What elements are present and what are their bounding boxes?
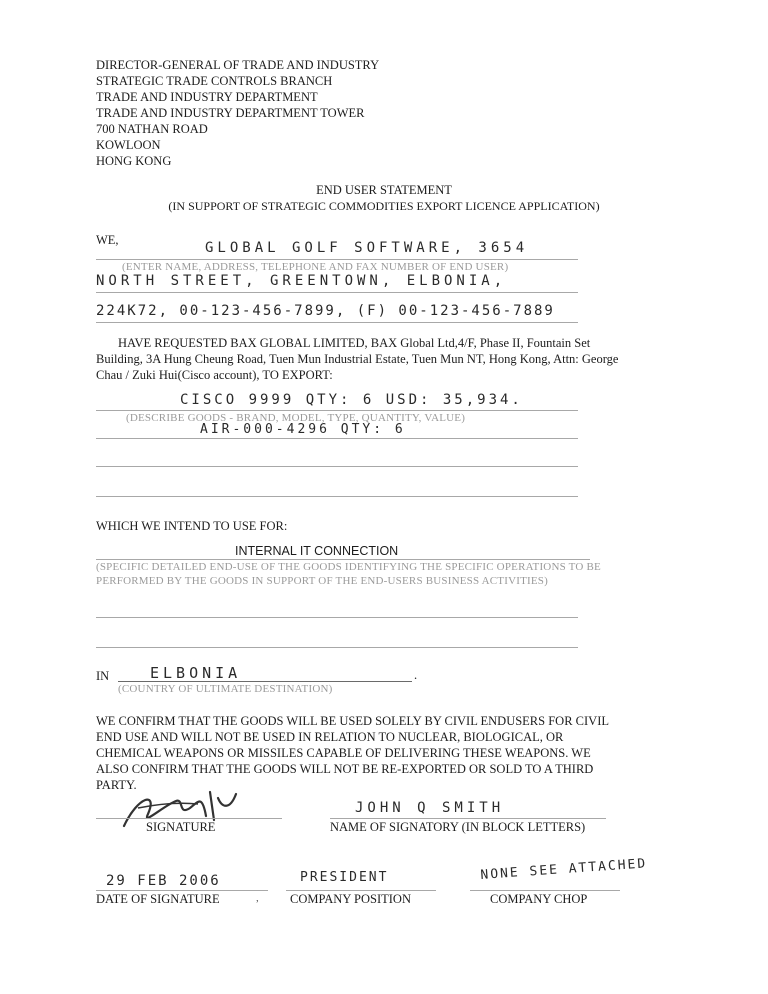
use-hint-line-2: PERFORMED BY THE GOODS IN SUPPORT OF THE END-USERS BUSINESS ACTIVITIES) xyxy=(96,575,548,587)
goods-rule-2 xyxy=(96,438,578,439)
date-separator-mark: , xyxy=(256,892,259,904)
recipient-line: STRATEGIC TRADE CONTROLS BRANCH xyxy=(96,74,333,88)
date-label: DATE OF SIGNATURE xyxy=(96,892,220,906)
document-title: END USER STATEMENT xyxy=(316,183,452,197)
request-line-3: Chau / Zuki Hui(Cisco account), TO EXPORT: xyxy=(96,368,333,382)
goods-handwritten-line-2: AIR-000-4296 QTY: 6 xyxy=(200,422,406,437)
use-hint-line-1: (SPECIFIC DETAILED END-USE OF THE GOODS IDENTIFYING THE SPECIFIC OPERATIONS TO BE xyxy=(96,561,601,573)
recipient-line: HONG KONG xyxy=(96,154,172,168)
destination-hint: (COUNTRY OF ULTIMATE DESTINATION) xyxy=(118,683,333,695)
name-value: JOHN Q SMITH xyxy=(355,800,505,816)
recipient-line: TRADE AND INDUSTRY DEPARTMENT xyxy=(96,90,318,104)
recipient-line: KOWLOON xyxy=(96,138,161,152)
request-line-2: Building, 3A Hung Cheung Road, Tuen Mun Industrial Estate, Tuen Mun NT, Hong Kong, Attn: George xyxy=(96,352,619,366)
use-rule-2 xyxy=(96,617,578,618)
signature-label: SIGNATURE xyxy=(146,820,216,834)
confirmation-line-5: PARTY. xyxy=(96,778,137,792)
recipient-line: DIRECTOR-GENERAL OF TRADE AND INDUSTRY xyxy=(96,58,380,72)
position-label: COMPANY POSITION xyxy=(290,892,411,906)
use-label: WHICH WE INTEND TO USE FOR: xyxy=(96,519,288,533)
confirmation-line-2: END USE AND WILL NOT BE USED IN RELATION TO NUCLEAR, BIOLOGICAL, OR xyxy=(96,730,564,744)
request-line-1: HAVE REQUESTED BAX GLOBAL LIMITED, BAX Global Ltd,4/F, Phase II, Fountain Set xyxy=(118,336,591,350)
destination-value: ELBONIA xyxy=(150,664,242,682)
document-subtitle: (IN SUPPORT OF STRATEGIC COMMODITIES EXPORT LICENCE APPLICATION) xyxy=(168,199,600,213)
goods-hint: (DESCRIBE GOODS - BRAND, MODEL, TYPE, QUANTITY, VALUE) xyxy=(126,412,466,424)
end-user-handwritten-line-2: NORTH STREET, GREENTOWN, ELBONIA, xyxy=(96,273,507,289)
use-value: INTERNAL IT CONNECTION xyxy=(235,544,399,558)
confirmation-line-1: WE CONFIRM THAT THE GOODS WILL BE USED SOLELY BY CIVIL ENDUSERS FOR CIVIL xyxy=(96,714,609,728)
goods-handwritten-line-1: CISCO 9999 QTY: 6 USD: 35,934. xyxy=(180,392,523,408)
end-user-hint: (ENTER NAME, ADDRESS, TELEPHONE AND FAX NUMBER OF END USER) xyxy=(122,261,509,273)
in-label: IN xyxy=(96,669,110,683)
goods-rule-3 xyxy=(96,466,578,467)
chop-value: NONE SEE ATTACHED xyxy=(480,856,648,883)
name-label: NAME OF SIGNATORY (IN BLOCK LETTERS) xyxy=(330,820,586,834)
recipient-line: TRADE AND INDUSTRY DEPARTMENT TOWER xyxy=(96,106,365,120)
recipient-line: 700 NATHAN ROAD xyxy=(96,122,208,136)
confirmation-line-4: ALSO CONFIRM THAT THE GOODS WILL NOT BE RE-EXPORTED OR SOLD TO A THIRD xyxy=(96,762,594,776)
chop-label: COMPANY CHOP xyxy=(490,892,588,906)
confirmation-line-3: CHEMICAL WEAPONS OR MISSILES CAPABLE OF DELIVERING THESE WEAPONS. WE xyxy=(96,746,591,760)
we-label: WE, xyxy=(96,233,119,247)
goods-rule-4 xyxy=(96,496,578,497)
destination-rule xyxy=(118,681,412,682)
end-user-handwritten-line-1: GLOBAL GOLF SOFTWARE, 3654 xyxy=(205,240,529,256)
end-user-handwritten-line-3: 224K72, 00-123-456-7899, (F) 00-123-456-7889 xyxy=(96,303,555,319)
position-value: PRESIDENT xyxy=(300,870,389,885)
end-user-rule-3 xyxy=(96,322,578,323)
end-user-rule-2 xyxy=(96,292,578,293)
goods-rule-1 xyxy=(96,410,578,411)
use-rule-3 xyxy=(96,647,578,648)
use-rule-1 xyxy=(96,559,590,560)
date-value: 29 FEB 2006 xyxy=(106,873,221,889)
destination-period: . xyxy=(414,668,418,682)
end-user-rule-1 xyxy=(96,259,578,260)
